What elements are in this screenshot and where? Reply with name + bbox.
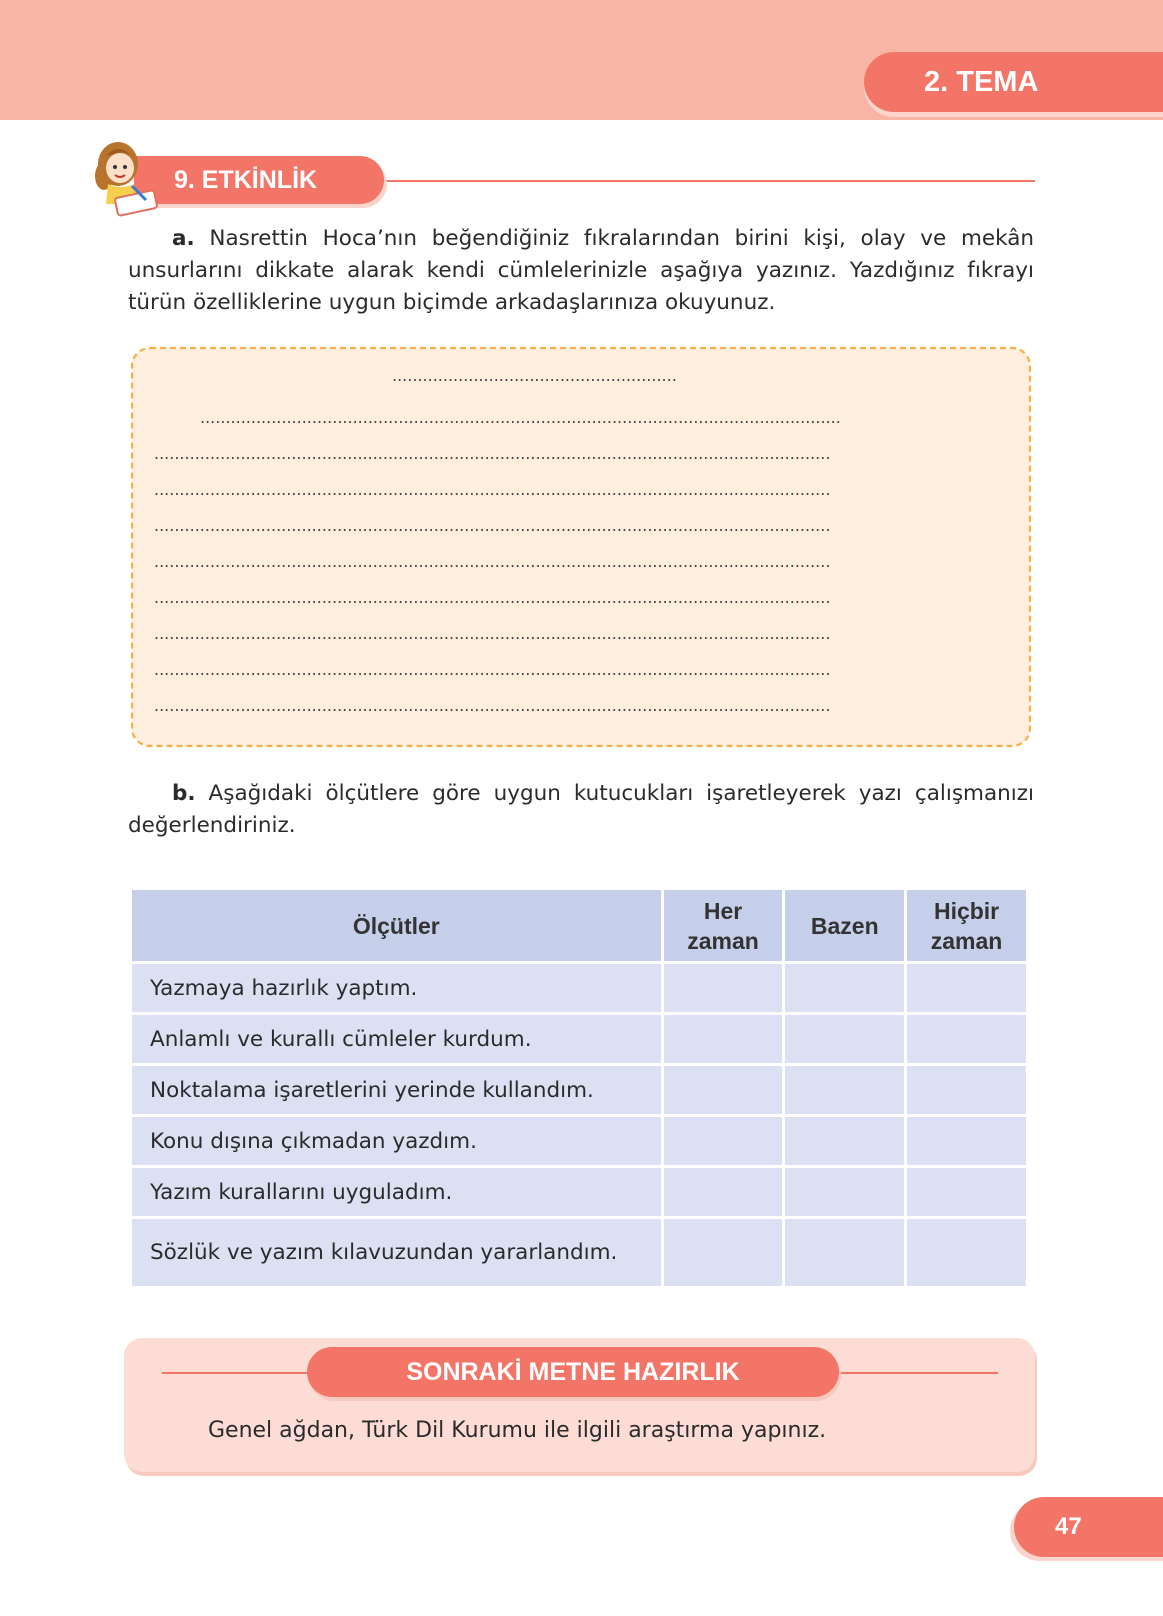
page-number: 47 bbox=[1055, 1513, 1082, 1540]
writing-line[interactable]: ..................................................................................................................................... bbox=[154, 696, 831, 715]
table-row bbox=[131, 1065, 1028, 1116]
criteria-table bbox=[129, 887, 1029, 1289]
criterion-label: Yazım kurallarını uyguladım. bbox=[131, 1167, 663, 1218]
checkbox-always[interactable] bbox=[662, 1014, 784, 1065]
checkbox-sometimes[interactable] bbox=[784, 1065, 906, 1116]
prep-instruction: Genel ağdan, Türk Dil Kurumu ile ilgili araştırma yapınız. bbox=[208, 1418, 827, 1443]
page-number-tab bbox=[1014, 1497, 1163, 1557]
writing-first-line[interactable]: .............................................................................................................................. bbox=[200, 408, 841, 427]
checkbox-sometimes[interactable] bbox=[784, 963, 906, 1014]
checkbox-always[interactable] bbox=[662, 1167, 784, 1218]
writing-line[interactable]: ..................................................................................................................................... bbox=[154, 588, 831, 607]
checkbox-sometimes[interactable] bbox=[784, 1014, 906, 1065]
checkbox-always[interactable] bbox=[662, 1065, 784, 1116]
prep-title-rule-right bbox=[836, 1372, 998, 1374]
checkbox-always[interactable] bbox=[662, 1218, 784, 1288]
writing-area-frame bbox=[126, 342, 1036, 752]
part-b-marker: b. bbox=[172, 781, 196, 806]
checkbox-never[interactable] bbox=[906, 1116, 1028, 1167]
writing-line[interactable]: ..................................................................................................................................... bbox=[154, 516, 831, 535]
checkbox-always[interactable] bbox=[662, 963, 784, 1014]
checkbox-never[interactable] bbox=[906, 1218, 1028, 1288]
prep-title: SONRAKİ METNE HAZIRLIK bbox=[406, 1357, 740, 1386]
theme-tab bbox=[864, 52, 1163, 112]
checkbox-never[interactable] bbox=[906, 1167, 1028, 1218]
header-criteria: Ölçütler bbox=[131, 889, 663, 963]
header-sometimes: Bazen bbox=[784, 889, 906, 963]
table-row bbox=[131, 963, 1028, 1014]
checkbox-sometimes[interactable] bbox=[784, 1218, 906, 1288]
prep-title-badge bbox=[307, 1347, 839, 1397]
checkbox-sometimes[interactable] bbox=[784, 1116, 906, 1167]
checkbox-always[interactable] bbox=[662, 1116, 784, 1167]
checkbox-sometimes[interactable] bbox=[784, 1167, 906, 1218]
criterion-label: Anlamlı ve kurallı cümleler kurdum. bbox=[131, 1014, 663, 1065]
writing-line[interactable]: ..................................................................................................................................... bbox=[154, 624, 831, 643]
writing-line[interactable]: ..................................................................................................................................... bbox=[154, 444, 831, 463]
writing-line[interactable]: ..................................................................................................................................... bbox=[154, 552, 831, 571]
table-row bbox=[131, 1014, 1028, 1065]
criterion-label: Noktalama işaretlerini yerinde kullandım. bbox=[131, 1065, 663, 1116]
activity-title: 9. ETKİNLİK bbox=[174, 165, 318, 194]
theme-label: 2. TEMA bbox=[924, 65, 1039, 98]
table-row bbox=[131, 1218, 1028, 1288]
part-a-instruction bbox=[128, 223, 1034, 319]
header-always: Her zaman bbox=[662, 889, 784, 963]
part-a-marker: a. bbox=[172, 226, 195, 251]
girl-mascot-icon bbox=[86, 134, 172, 218]
table-row bbox=[131, 1116, 1028, 1167]
table-row bbox=[131, 1167, 1028, 1218]
checkbox-never[interactable] bbox=[906, 963, 1028, 1014]
checkbox-never[interactable] bbox=[906, 1065, 1028, 1116]
activity-title-rule bbox=[380, 180, 1035, 182]
criterion-label: Sözlük ve yazım kılavuzundan yararlandım. bbox=[131, 1218, 663, 1288]
writing-line[interactable]: ..................................................................................................................................... bbox=[154, 660, 831, 679]
part-b-text: Aşağıdaki ölçütlere göre uygun kutucukları işaretleyerek yazı çalışmanızı değerlendiriniz. bbox=[128, 781, 1034, 838]
criterion-label: Yazmaya hazırlık yaptım. bbox=[131, 963, 663, 1014]
criterion-label: Konu dışına çıkmadan yazdım. bbox=[131, 1116, 663, 1167]
part-a-text: Nasrettin Hoca’nın beğendiğiniz fıkralarından birini kişi, olay ve mekân unsurlarını dikkate alarak kendi cümlelerinizle aşağıya yazınız. Yazdığınız fıkrayı türün özelliklerine uygun biçimde arkadaşlarınıza okuyunuz. bbox=[128, 226, 1034, 315]
header-never: Hiçbir zaman bbox=[906, 889, 1028, 963]
part-b-instruction bbox=[128, 778, 1034, 842]
prep-title-rule-left bbox=[162, 1372, 312, 1374]
writing-title-line[interactable]: ........................................................ bbox=[392, 366, 677, 385]
writing-line[interactable]: ..................................................................................................................................... bbox=[154, 480, 831, 499]
checkbox-never[interactable] bbox=[906, 1014, 1028, 1065]
